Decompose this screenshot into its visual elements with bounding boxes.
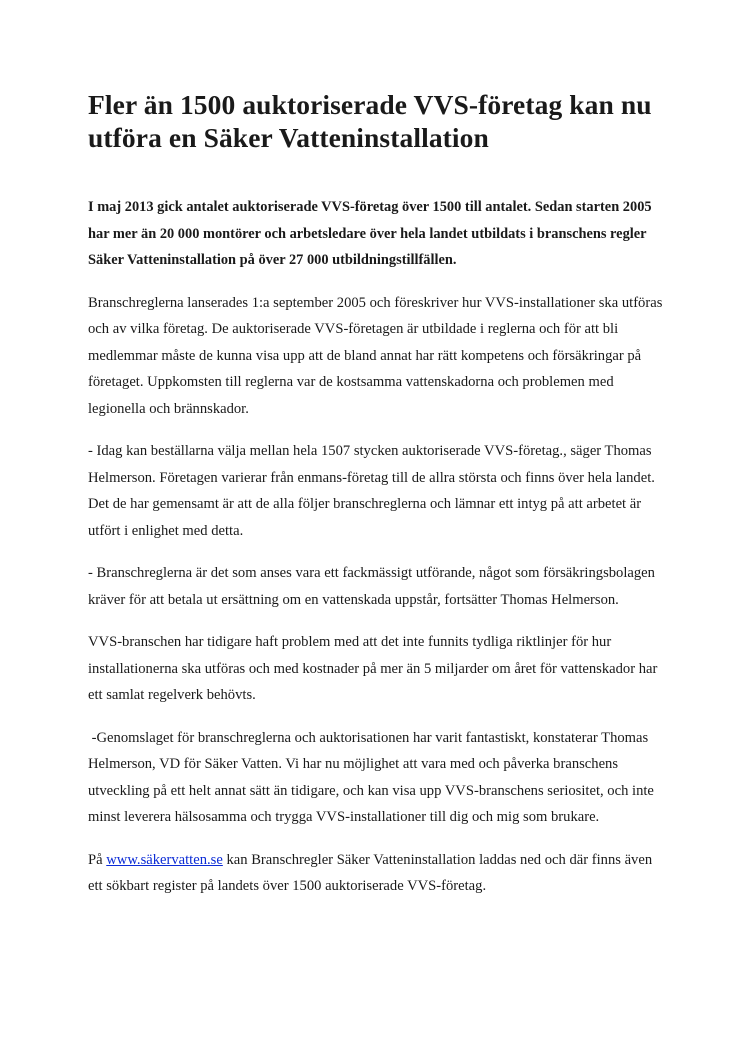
- paragraph-2: - Idag kan beställarna välja mellan hela 1507 stycken auktoriserade VVS-företag., säger Thomas Helmerson. Företagen varierar från enmans-företag till de allra största och finns över hela landet. Det de har gemensamt är att de alla följer branschreglerna och lämnar ett intyg på att arbetet är utfört i enlighet med detta.: [88, 443, 655, 539]
- article-title: Fler än 1500 auktoriserade VVS-företag kan nu utföra en Säker Vatteninstallation: [88, 89, 652, 153]
- closing-prefix: På: [88, 851, 107, 868]
- closing-suffix: kan Branschregler Säker Vatteninstallation laddas ned och där finns även ett sökbart register på landets över 1500 auktoriserade VVS-företag.: [88, 851, 656, 894]
- closing-paragraph: [88, 847, 668, 900]
- paragraph-5: -Genomslaget för branschreglerna och auktorisationen har varit fantastiskt, konstaterar Thomas Helmerson, VD för Säker Vatten. Vi har nu möjlighet att vara med och påverka branschens utveckling på ett helt annat sätt än tidigare, och kan visa upp VVS-branschens seriositet, och inte minst leverera hälsosamma och trygga VVS-installationer till dig och mig som brukare.: [88, 729, 658, 825]
- paragraph-3: - Branschreglerna är det som anses vara ett fackmässigt utförande, något som försäkringsbolagen kräver för att betala ut ersättning om en vattenskada uppstår, fortsätter Thomas Helmerson.: [88, 565, 655, 608]
- document-page: [88, 88, 668, 900]
- paragraph-4: VVS-branschen har tidigare haft problem med att det inte funnits tydliga riktlinjer för hur installationerna ska utföras och med kostnader på mer än 5 miljarder om året för vattenskador har ett samlat regelverk behövts.: [88, 634, 658, 703]
- article-lead: I maj 2013 gick antalet auktoriserade VVS-företag över 1500 till antalet. Sedan starten 2005 har mer än 20 000 montörer och arbetsledare över hela landet utbildats i branschens regler Säker Vatteninstallation på över 27 000 utbildningstillfällen.: [88, 199, 652, 268]
- paragraph-1: Branschreglerna lanserades 1:a september 2005 och föreskriver hur VVS-installationer ska utföras och av vilka företag. De auktoriserade VVS-företagen är utbildade i reglerna och för att bli medlemmar måste de kunna visa upp att de bland annat har rätt kompetens och försäkringar på företaget. Uppkomsten till reglerna var de kostsamma vattenskadorna och problemen med legionella och brännskador.: [88, 294, 663, 417]
- website-link[interactable]: www.säkervatten.se: [106, 851, 223, 868]
